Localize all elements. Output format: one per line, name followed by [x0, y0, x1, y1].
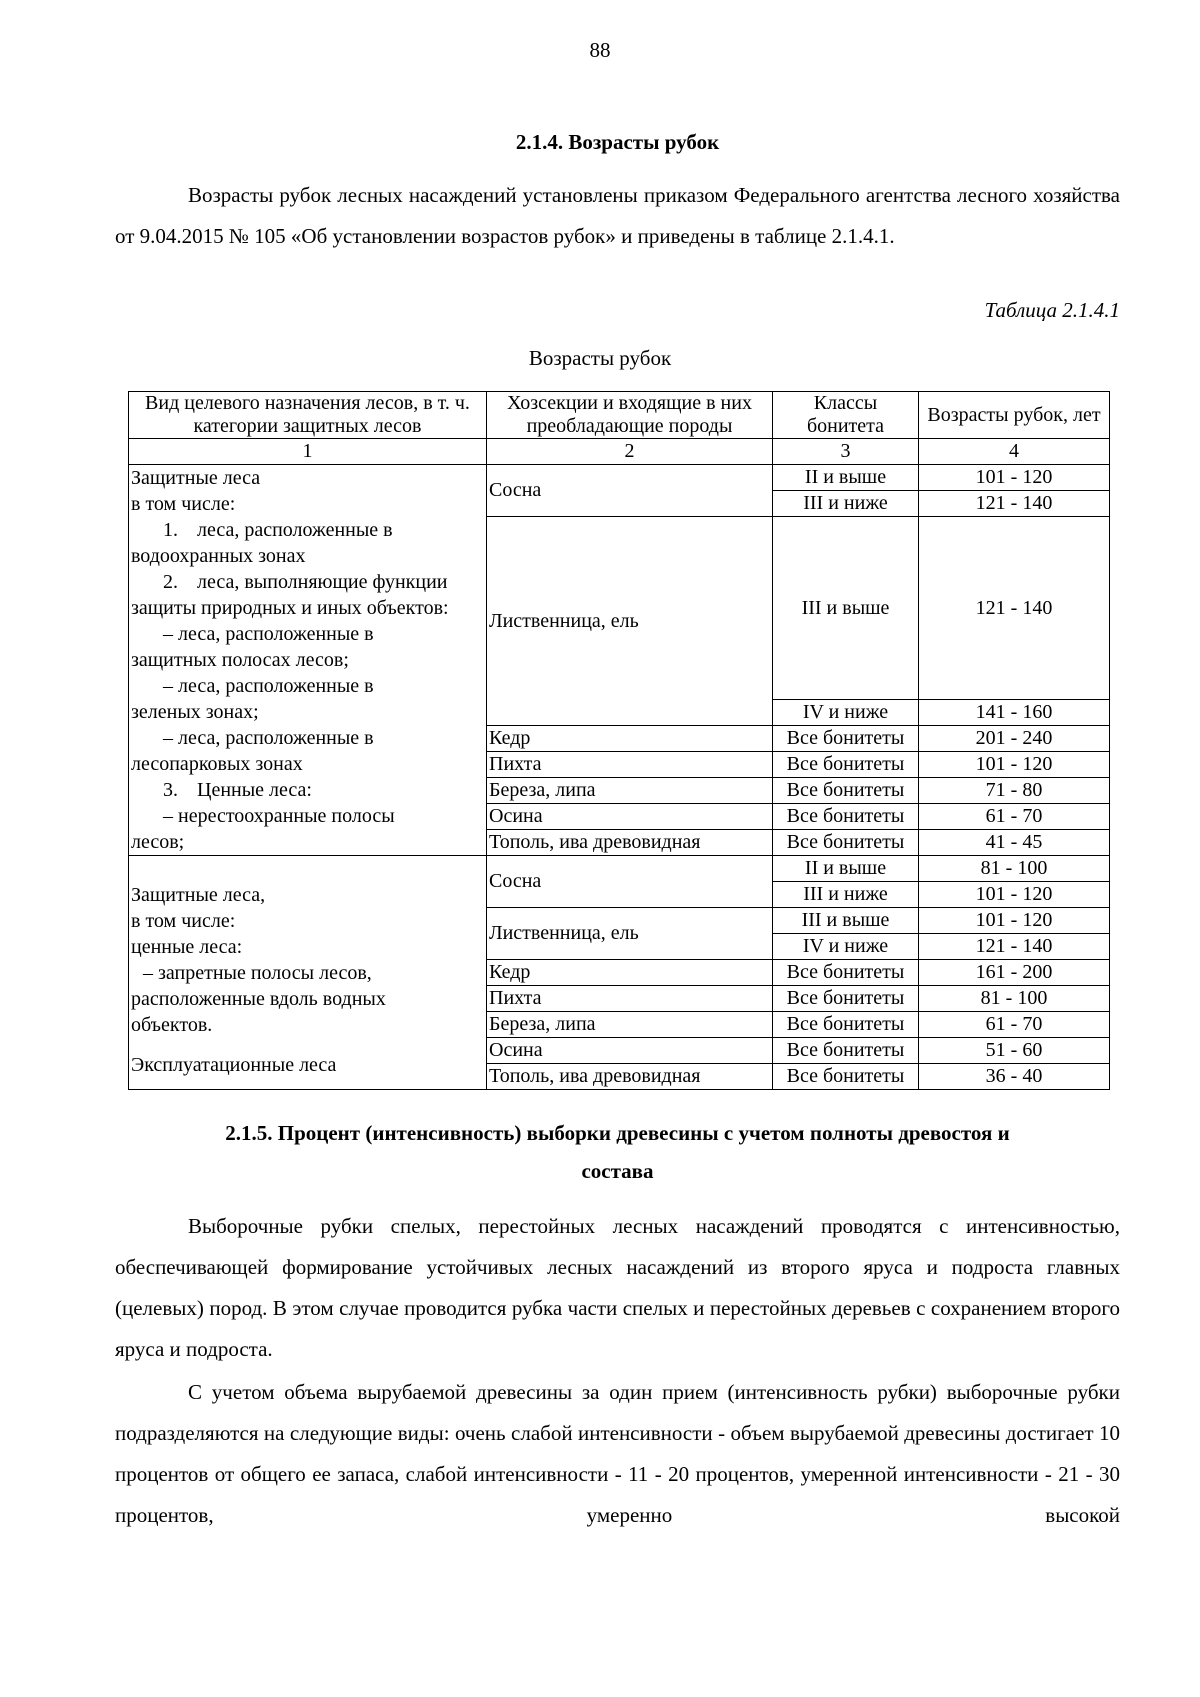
heading-line: состава: [581, 1159, 654, 1183]
species-cell: Кедр: [487, 726, 773, 752]
category-line: лесопарковых зонах: [131, 753, 303, 775]
site-class-cell: IV и ниже: [773, 700, 919, 726]
site-class-cell: III и ниже: [773, 491, 919, 517]
site-class-cell: III и выше: [773, 908, 919, 934]
category-line: лесов;: [131, 831, 185, 853]
category-line: в том числе:: [131, 909, 236, 932]
cutting-age-cell: 101 - 120: [919, 752, 1110, 778]
species-cell: Тополь, ива древовидная: [487, 1064, 773, 1090]
cutting-age-cell: 81 - 100: [919, 856, 1110, 882]
category-line: – леса, расположенные в: [163, 727, 374, 749]
site-class-cell: Все бонитеты: [773, 726, 919, 752]
species-cell: Сосна: [487, 856, 773, 908]
category-line: ценные леса:: [131, 935, 243, 958]
category-line: Защитные леса: [131, 467, 261, 489]
species-cell: Береза, липа: [487, 1012, 773, 1038]
table-title: Возрасты рубок: [528, 346, 672, 370]
site-class-cell: Все бонитеты: [773, 778, 919, 804]
category-line: Эксплуатационные леса: [131, 1053, 337, 1076]
category-line: леса, расположенные в: [197, 519, 393, 541]
table-caption: Таблица 2.1.4.1: [984, 298, 1120, 322]
site-class-cell: Все бонитеты: [773, 830, 919, 856]
category-line: леса, выполняющие функции: [197, 571, 448, 593]
cutting-age-cell: 61 - 70: [919, 804, 1110, 830]
cutting-age-cell: 161 - 200: [919, 960, 1110, 986]
spacer: [131, 1038, 484, 1052]
header-cell: Хозсекции и входящие в них преобладающие породы: [487, 392, 773, 439]
site-class-cell: III и выше: [773, 517, 919, 700]
species-cell: Осина: [487, 804, 773, 830]
category-line: – запретные полосы лесов,: [143, 961, 372, 984]
site-class-cell: III и ниже: [773, 882, 919, 908]
category-item: [131, 517, 484, 543]
species-cell: Пихта: [487, 752, 773, 778]
cutting-age-cell: 141 - 160: [919, 700, 1110, 726]
cutting-age-cell: 201 - 240: [919, 726, 1110, 752]
header-cell: Классы бонитета: [773, 392, 919, 439]
cutting-age-cell: 121 - 140: [919, 517, 1110, 700]
site-class-cell: Все бонитеты: [773, 960, 919, 986]
table-row: [129, 465, 1110, 491]
category-line: водоохранных зонах: [131, 545, 306, 567]
cutting-age-cell: 121 - 140: [919, 934, 1110, 960]
section-heading-2-1-4: 2.1.4. Возрасты рубок: [515, 130, 720, 154]
forest-category-cell: [129, 465, 487, 856]
cutting-age-cell: 41 - 45: [919, 830, 1110, 856]
species-cell: Тополь, ива древовидная: [487, 830, 773, 856]
category-line: Защитные леса,: [131, 883, 266, 906]
list-number: 3.: [163, 779, 178, 801]
header-cell: Возрасты рубок, лет: [919, 392, 1110, 439]
category-item: [131, 777, 484, 803]
category-line: в том числе:: [131, 493, 236, 515]
site-class-cell: II и выше: [773, 465, 919, 491]
cutting-age-table: [128, 391, 1110, 1090]
forest-category-cell: [129, 856, 487, 1090]
cutting-age-cell: 101 - 120: [919, 882, 1110, 908]
table-row: [129, 856, 1110, 882]
section-heading-2-1-5: [115, 1114, 1120, 1190]
species-cell: Сосна: [487, 465, 773, 517]
species-cell: Пихта: [487, 986, 773, 1012]
cutting-intensity-paragraph: С учетом объема вырубаемой древесины за один прием (интенсивность рубки) выборочные рубки подразделяются на следующие виды: очень слабой интенсивности - объем вырубаемой древесины достигает 10 процентов от общего ее запаса, слабой интенсивности - 11 - 20 процентов, умеренной интенсивности - 21 - 30 процентов, умеренно высокой: [115, 1380, 1120, 1527]
category-line: – леса, расположенные в: [163, 675, 374, 697]
cutting-age-cell: 81 - 100: [919, 986, 1110, 1012]
selective-cutting-paragraph: Выборочные рубки спелых, перестойных лесных насаждений проводятся с интенсивностью, обеспечивающей формирование устойчивых лесных насаждений из второго яруса и подроста главных (целевых) пород. В этом случае проводится рубка части спелых и перестойных деревьев с сохранением второго яруса и подроста.: [115, 1214, 1120, 1361]
site-class-cell: Все бонитеты: [773, 986, 919, 1012]
category-item: [131, 569, 484, 595]
list-number: 1.: [163, 519, 178, 541]
cutting-age-cell: 71 - 80: [919, 778, 1110, 804]
site-class-cell: Все бонитеты: [773, 1038, 919, 1064]
site-class-cell: Все бонитеты: [773, 752, 919, 778]
cutting-age-cell: 121 - 140: [919, 491, 1110, 517]
category-line: объектов.: [131, 1013, 213, 1036]
column-number: 1: [129, 439, 487, 465]
site-class-cell: II и выше: [773, 856, 919, 882]
cutting-age-cell: 61 - 70: [919, 1012, 1110, 1038]
cutting-age-cell: 101 - 120: [919, 908, 1110, 934]
column-number: 3: [773, 439, 919, 465]
column-number: 2: [487, 439, 773, 465]
heading-line: 2.1.5. Процент (интенсивность) выборки древесины с учетом полноты древостоя и: [225, 1121, 1010, 1145]
species-cell: Лиственница, ель: [487, 517, 773, 726]
category-line: – нерестоохранные полосы: [163, 805, 395, 827]
category-line: Ценные леса:: [197, 779, 312, 801]
table-column-numbers-row: [129, 439, 1110, 465]
species-cell: Осина: [487, 1038, 773, 1064]
category-line: защиты природных и иных объектов:: [131, 597, 449, 619]
site-class-cell: IV и ниже: [773, 934, 919, 960]
species-cell: Кедр: [487, 960, 773, 986]
list-number: 2.: [163, 571, 178, 593]
cutting-age-cell: 51 - 60: [919, 1038, 1110, 1064]
site-class-cell: Все бонитеты: [773, 1064, 919, 1090]
cutting-age-cell: 101 - 120: [919, 465, 1110, 491]
category-line: защитных полосах лесов;: [131, 649, 349, 671]
species-cell: Береза, липа: [487, 778, 773, 804]
category-line: расположенные вдоль водных: [131, 987, 386, 1010]
column-number: 4: [919, 439, 1110, 465]
cutting-age-cell: 36 - 40: [919, 1064, 1110, 1090]
site-class-cell: Все бонитеты: [773, 804, 919, 830]
intro-paragraph: Возрасты рубок лесных насаждений установлены приказом Федерального агентства лесного хозяйства от 9.04.2015 № 105 «Об установлении возрастов рубок» и приведены в таблице 2.1.4.1.: [115, 183, 1120, 248]
category-line: зеленых зонах;: [131, 701, 259, 723]
page-number: 88: [589, 38, 611, 62]
header-cell: Вид целевого назначения лесов, в т. ч. категории защитных лесов: [129, 392, 487, 439]
table-header-row: [129, 392, 1110, 439]
species-cell: Лиственница, ель: [487, 908, 773, 960]
site-class-cell: Все бонитеты: [773, 1012, 919, 1038]
category-line: – леса, расположенные в: [163, 623, 374, 645]
